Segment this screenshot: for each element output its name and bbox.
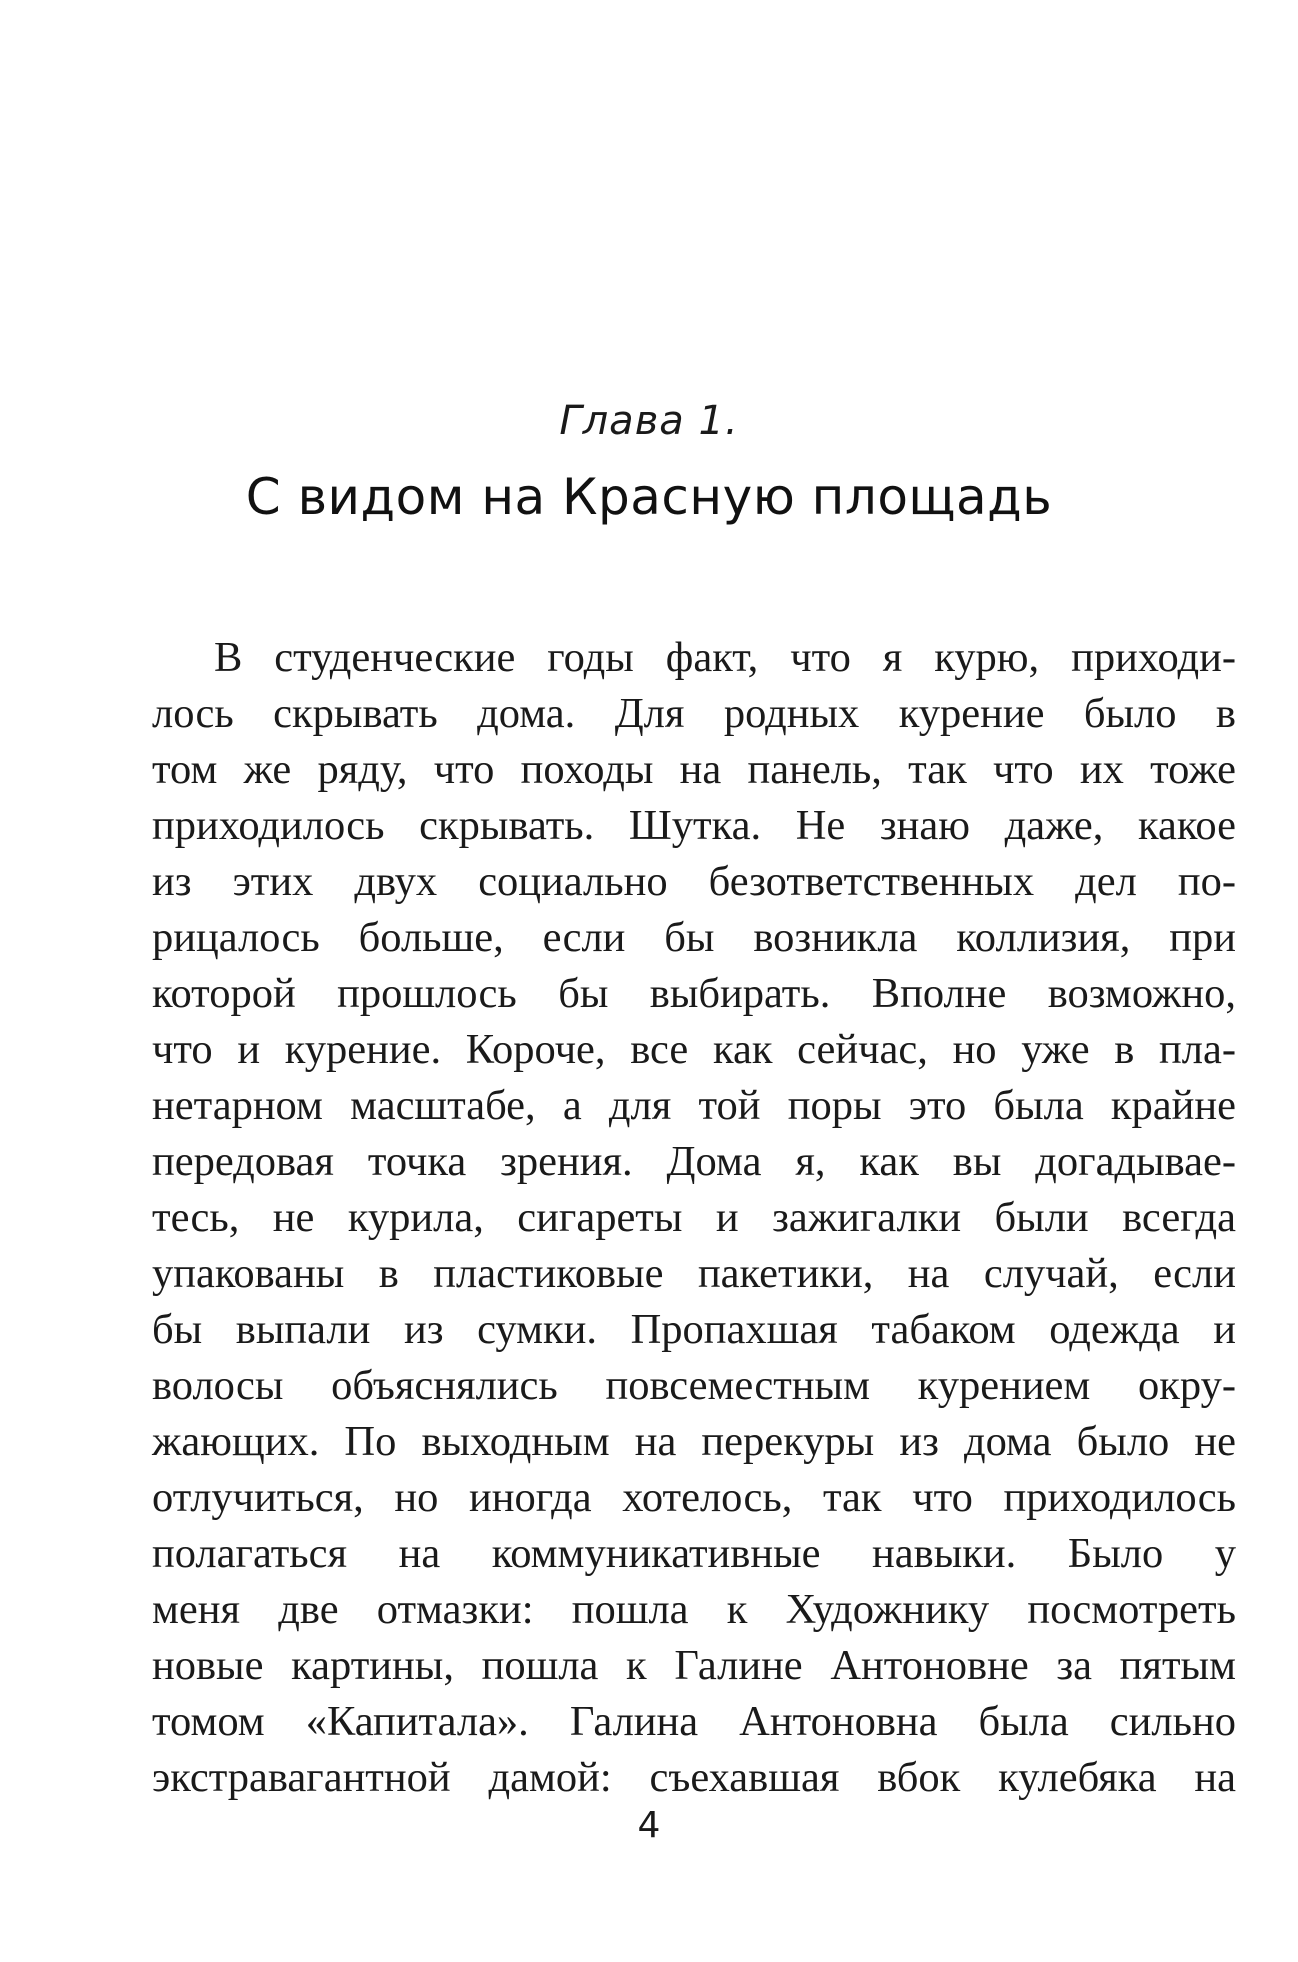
text-line: из этих двух социально безответственных дел по- — [152, 858, 1236, 905]
text-line: рицалось больше, если бы возникла коллизия, при — [152, 914, 1236, 961]
body-text — [152, 630, 1236, 1806]
text-line: отлучиться, но иногда хотелось, так что приходилось — [152, 1474, 1236, 1521]
text-line: меня две отмазки: пошла к Художнику посмотреть — [152, 1586, 1236, 1633]
text-line: полагаться на коммуникативные навыки. Было у — [152, 1530, 1236, 1577]
text-line: бы выпали из сумки. Пропахшая табаком одежда и — [152, 1306, 1236, 1353]
text-line: В студенческие годы факт, что я курю, приходи- — [214, 634, 1236, 681]
chapter-title: С видом на Красную площадь — [245, 468, 1053, 526]
text-line: новые картины, пошла к Галине Антоновне за пятым — [152, 1642, 1236, 1689]
text-line: том же ряду, что походы на панель, так что их тоже — [152, 746, 1236, 793]
text-line: томом «Капитала». Галина Антоновна была сильно — [152, 1698, 1236, 1745]
chapter-label: Глава 1. — [559, 398, 739, 444]
text-line: жающих. По выходным на перекуры из дома было не — [152, 1418, 1236, 1465]
text-line: которой прошлось бы выбирать. Вполне возможно, — [152, 970, 1236, 1017]
text-line: что и курение. Короче, все как сейчас, но уже в пла- — [152, 1026, 1236, 1073]
text-line: упакованы в пластиковые пакетики, на случай, если — [152, 1250, 1236, 1297]
text-line: лось скрывать дома. Для родных курение было в — [152, 690, 1236, 737]
text-line: экстравагантной дамой: съехавшая вбок кулебяка на — [152, 1754, 1236, 1801]
text-line: волосы объяснялись повсеместным курением окру- — [152, 1362, 1236, 1409]
text-line: приходилось скрывать. Шутка. Не знаю даже, какое — [152, 802, 1236, 849]
text-line: нетарном масштабе, а для той поры это была крайне — [152, 1082, 1236, 1129]
page-number: 4 — [637, 1805, 661, 1846]
text-line: тесь, не курила, сигареты и зажигалки были всегда — [152, 1194, 1236, 1241]
text-line: передовая точка зрения. Дома я, как вы догадывае- — [152, 1138, 1236, 1185]
